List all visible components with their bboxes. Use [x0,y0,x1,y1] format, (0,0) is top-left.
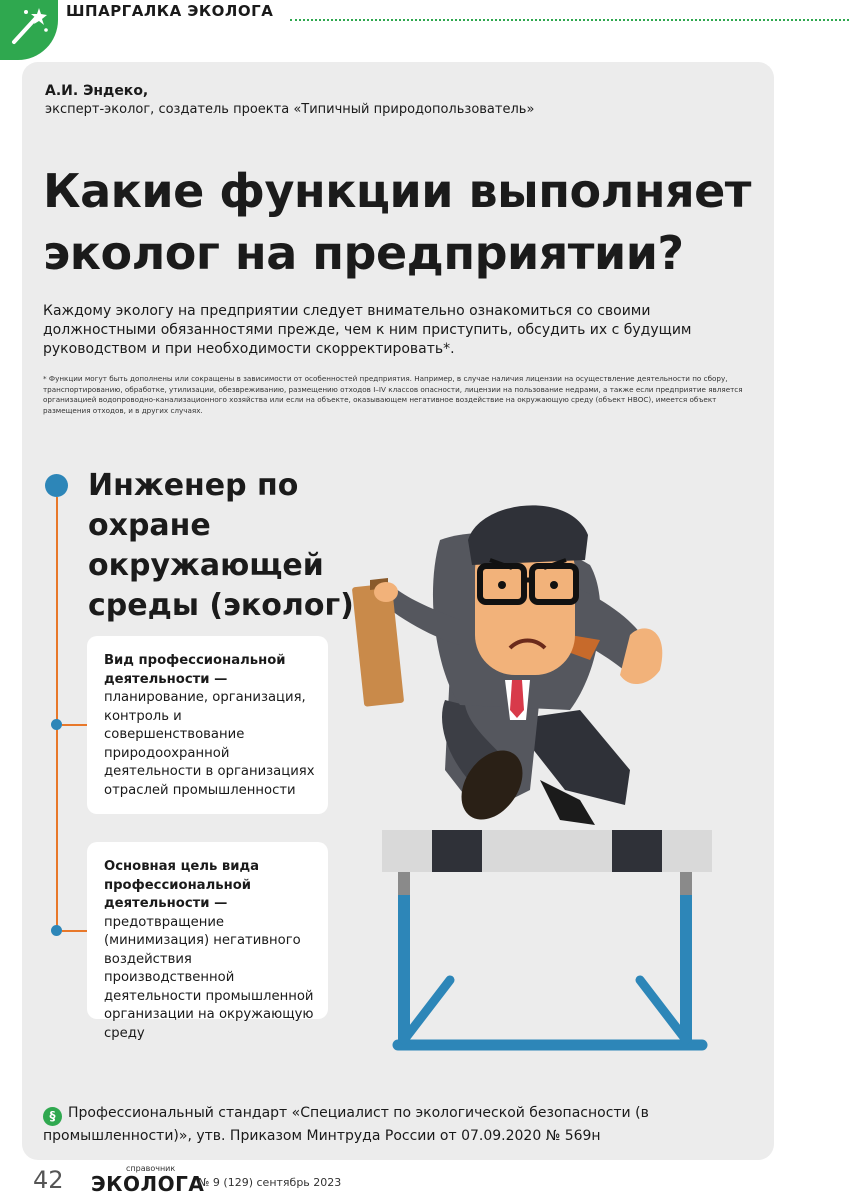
timeline-dot [51,719,62,730]
section-sign-icon: § [43,1107,62,1126]
law-reference [43,1103,763,1146]
lead-paragraph: Каждому экологу на предприятии следует внимательно ознакомиться со своими должностными обязанностями прежде, чем к ним приступить, обсудить их с будущим руководством и при необходимости скорректировать*. [43,303,692,357]
info-card [87,636,328,814]
timeline-line [56,497,58,930]
issue-label: № 9 (129) сентябрь 2023 [198,1176,342,1189]
timeline-dot [51,925,62,936]
timeline-connector [62,724,87,726]
role-title-line: окружающей [88,548,324,583]
header-divider [290,19,849,21]
timeline-start-dot [45,474,68,497]
role-title-line: среды (эколог) [88,588,354,623]
magazine-logo: ЭКОЛОГА [91,1172,205,1196]
footnote: * Функции могут быть дополнены или сокращены в зависимости от особенностей предприятия. Например, в случае наличия лицензии на осуществление деятельности по сбору, транспортированию, обработке, утилизации, обезвреживанию, размещению отходов I–IV классов опасности, лицензии на пользование недрами, а также если предприятие является организацией водопроводно-канализационного хозяйства или если на объекте, оказывающем негативное воздействие на окружающую среду (объект НВОС), имеется объект размещения отходов, и в других случаях. [43,374,743,415]
card-lead: Вид профессиональной деятельности — [104,653,286,687]
card-text [104,858,319,1043]
role-title-line: Инженер по охране [88,468,299,543]
title-line: Какие функции выполняет [43,164,751,218]
info-card [87,842,328,1041]
logo-caption: справочник [126,1164,176,1173]
card-lead: Основная цель вида профессиональной деятельности — [104,859,260,911]
page-title [43,160,763,284]
title-line: эколог на предприятии? [43,226,684,280]
author-name: А.И. Эндеко, [45,83,149,99]
law-text: Профессиональный стандарт «Специалист по экологической безопасности (в промышленности)», утв. Приказом Минтруда России от 07.09.2020 № 569н [43,1105,649,1144]
card-body: планирование, организация, контроль и совершенствование природоохранной деятельности в организациях отраслей промышленности [104,690,315,798]
author-role: эксперт-эколог, создатель проекта «Типичный природопользователь» [45,102,535,117]
page-header [0,0,849,32]
businessman-hurdle-illustration [340,470,720,1070]
card-text [104,652,319,800]
card-body: предотвращение (минимизация) негативного воздействия производственной деятельности промышленной организации на окружающую среду [104,914,314,1041]
timeline-connector [62,930,87,932]
page-number: 42 [33,1166,64,1194]
magic-wand-badge-icon [0,0,58,60]
section-label: ШПАРГАЛКА ЭКОЛОГА [66,2,274,20]
